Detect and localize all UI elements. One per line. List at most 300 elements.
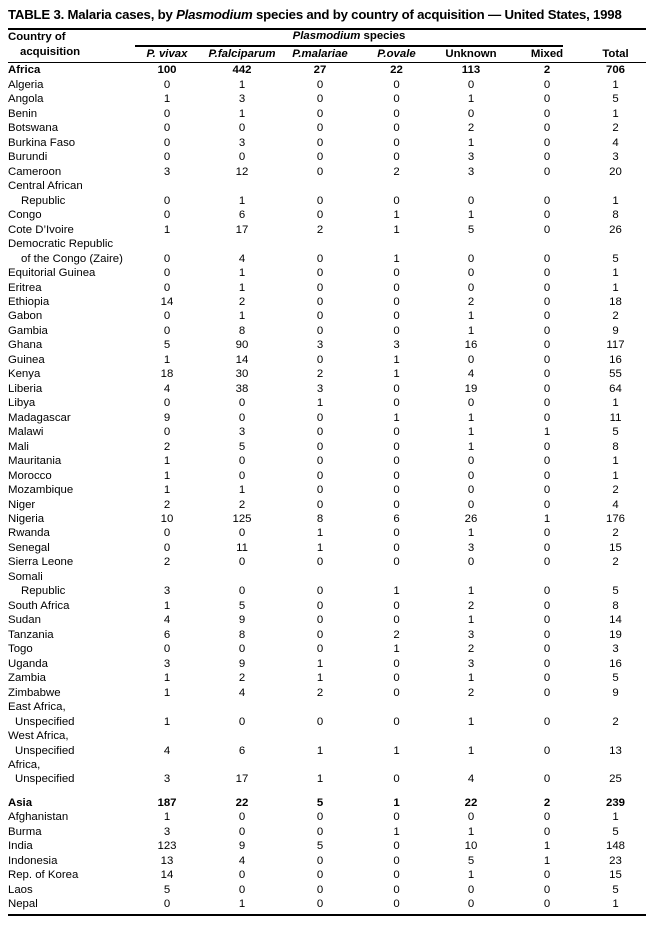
row-value-cell: 0 [316,825,324,838]
row-value-cell: 1 [612,267,619,280]
row-country-label: Central African [8,180,83,193]
row-value-cell: 13 [609,744,622,757]
row-value-cell: 0 [163,310,171,323]
row-value-cell: 9 [238,840,246,853]
row-value-cell: 14 [609,614,622,627]
row-value-cell: 0 [543,107,551,120]
row-value-cell: 0 [163,426,171,439]
row-value-cell: 1 [543,426,551,439]
table-row [8,883,646,897]
row-value-cell: 0 [543,455,551,468]
row-value-cell: 9 [238,614,246,627]
row-value-cell: 1 [393,411,400,424]
table-row [8,599,646,613]
row-value-cell: 0 [393,455,400,468]
table-row [8,498,646,512]
row-value-cell: 0 [393,194,400,207]
row-value-cell: 18 [609,295,622,308]
stub-header-line1: Country of [8,31,66,44]
row-value-cell: 1 [467,324,475,337]
row-value-cell: 5 [612,93,619,106]
row-value-cell: 5 [612,585,619,598]
row-value-cell [360,237,433,251]
row-value-cell: 4 [467,368,475,381]
row-country-label: Nepal [8,898,38,911]
row-country-label: Togo [8,643,33,656]
row-value-cell: 2 [316,223,324,236]
row-value-cell: 0 [393,107,400,120]
row-value-cell: 1 [467,585,475,598]
row-country-label: Uganda [8,657,48,670]
row-value-cell: 0 [543,295,551,308]
row-country-label: Rep. of Korea [8,869,79,882]
bottom-rule [8,914,646,917]
row-value-cell: 1 [163,455,171,468]
row-value-cell [130,570,204,584]
row-country-label: Tanzania [8,628,54,641]
row-value-cell: 2 [316,368,324,381]
row-value-cell: 0 [393,541,400,554]
row-country-label: Rwanda [8,527,50,540]
row-value-cell: 0 [316,194,324,207]
row-value-cell: 16 [609,353,622,366]
row-value-cell: 55 [609,368,622,381]
row-value-cell: 0 [393,811,400,824]
row-value-cell: 4 [612,136,619,149]
row-value-cell [280,237,360,251]
table-row [8,744,646,758]
row-value-cell: 1 [393,223,400,236]
row-value-cell: 1 [238,898,246,911]
row-value-cell: 0 [163,252,171,265]
row-value-cell: 0 [316,854,324,867]
row-country-label: Congo [8,209,42,222]
row-value-cell: 0 [316,267,324,280]
species-span-header [135,30,563,42]
row-value-cell: 0 [393,122,400,135]
row-value-cell: 1 [467,672,475,685]
row-country-label: Africa [8,64,41,77]
row-value-cell [585,758,646,772]
row-value-cell: 0 [163,324,171,337]
row-value-cell [433,570,509,584]
row-country-label: Unspecified [15,715,75,728]
row-value-cell: 3 [163,773,171,786]
table-title-block [0,0,654,24]
row-value-cell [433,758,509,772]
row-value-cell: 3 [467,541,475,554]
row-value-cell: 0 [543,252,551,265]
row-value-cell: 0 [543,267,551,280]
row-value-cell: 0 [238,811,246,824]
table-row [8,686,646,700]
row-value-cell: 442 [232,64,252,77]
malaria-cases-table [8,63,646,911]
row-value-cell: 30 [235,368,249,381]
table-row [8,868,646,882]
row-value-cell: 6 [238,209,246,222]
row-value-cell: 0 [393,883,400,896]
row-value-cell [204,787,280,796]
table-row [8,839,646,853]
row-value-cell: 0 [543,744,551,757]
row-value-cell [433,729,509,743]
table-row [8,252,646,266]
row-value-cell: 5 [612,825,619,838]
row-value-cell: 0 [543,556,551,569]
row-value-cell: 0 [543,599,551,612]
row-value-cell: 0 [316,469,324,482]
row-value-cell: 0 [163,541,171,554]
row-value-cell [280,787,360,796]
row-value-cell: 1 [238,78,246,91]
row-value-cell [360,729,433,743]
row-value-cell: 1 [316,541,324,554]
row-value-cell: 0 [543,643,551,656]
table-row [8,78,646,92]
row-value-cell: 2 [612,122,619,135]
row-value-cell: 2 [612,556,619,569]
row-country-label: Cameroon [8,165,62,178]
row-value-cell: 0 [393,854,400,867]
row-country-label: Senegal [8,541,50,554]
table-row [8,179,646,193]
row-value-cell [585,700,646,714]
row-value-cell: 0 [316,614,324,627]
row-value-cell: 0 [316,281,324,294]
title-text-2: species and by country of acquisition — United States, 1998 [252,7,622,22]
row-value-cell: 1 [163,672,171,685]
table-row [8,107,646,121]
row-value-cell: 11 [236,541,248,554]
row-value-cell: 1 [612,194,619,207]
row-value-cell: 1 [467,869,475,882]
row-country-label: Burundi [8,151,48,164]
row-value-cell: 123 [157,840,177,853]
row-value-cell [509,700,585,714]
row-value-cell [204,570,280,584]
row-value-cell: 0 [238,455,246,468]
row-value-cell: 2 [612,310,619,323]
row-value-cell: 64 [609,382,622,395]
row-value-cell: 0 [163,209,171,222]
table-row [8,469,646,483]
table-row [8,136,646,150]
row-value-cell: 22 [464,796,478,809]
row-value-cell: 0 [238,397,246,410]
row-value-cell: 0 [163,527,171,540]
row-value-cell: 176 [605,513,625,526]
title-genus-italic: Plasmodium [176,7,253,22]
row-value-cell: 0 [316,498,324,511]
row-country-label: Somali [8,570,43,583]
row-value-cell: 0 [543,78,551,91]
row-value-cell: 0 [543,825,551,838]
table-row [8,367,646,381]
row-value-cell: 1 [393,825,400,838]
column-header-mixed: Mixed [530,48,564,61]
row-value-cell: 0 [543,469,551,482]
row-value-cell: 0 [393,527,400,540]
row-value-cell: 2 [238,295,246,308]
row-value-cell: 90 [235,339,249,352]
row-value-cell: 0 [163,194,171,207]
row-country-label: Afghanistan [8,811,69,824]
row-value-cell [280,700,360,714]
row-value-cell: 6 [163,628,171,641]
row-value-cell: 100 [157,64,177,77]
row-value-cell: 0 [393,281,400,294]
table-row [8,223,646,237]
row-value-cell: 8 [612,440,619,453]
row-value-cell: 0 [163,643,171,656]
row-value-cell: 0 [163,151,171,164]
row-value-cell: 0 [543,165,551,178]
row-value-cell: 0 [316,252,324,265]
row-value-cell [280,758,360,772]
row-value-cell: 4 [163,382,171,395]
row-value-cell: 1 [467,527,475,540]
row-value-cell: 23 [609,854,622,867]
row-value-cell: 0 [163,136,171,149]
row-value-cell: 8 [612,599,619,612]
row-value-cell: 3 [393,339,400,352]
row-country-label: Zimbabwe [8,686,61,699]
row-value-cell: 0 [543,310,551,323]
row-country-label: Benin [8,107,38,120]
page-title [8,7,646,24]
row-country-label: Ethiopia [8,295,50,308]
row-value-cell: 18 [160,368,174,381]
row-value-cell: 0 [316,556,324,569]
column-header-p-malariae: P.malariae [292,48,348,61]
column-header-stub-spacer [8,47,130,62]
row-value-cell [280,729,360,743]
row-value-cell: 1 [316,672,324,685]
table-row [8,382,646,396]
row-country-label: Cote D’Ivoire [8,223,74,236]
row-country-label: of the Congo (Zaire) [21,252,123,265]
row-value-cell: 0 [316,811,324,824]
row-value-cell: 0 [316,411,324,424]
row-value-cell: 0 [393,840,400,853]
row-value-cell: 1 [238,107,246,120]
row-value-cell [360,787,433,796]
row-value-cell [130,729,204,743]
row-value-cell: 0 [543,411,551,424]
row-value-cell: 22 [235,796,249,809]
table-row [8,810,646,824]
row-value-cell: 0 [543,324,551,337]
row-country-label: Sierra Leone [8,556,74,569]
row-value-cell: 3 [238,426,246,439]
row-value-cell: 1 [238,194,246,207]
row-value-cell [130,179,204,193]
row-value-cell: 0 [238,869,246,882]
row-country-label: Zambia [8,672,46,685]
row-value-cell: 1 [163,484,171,497]
row-country-label: South Africa [8,599,70,612]
row-value-cell: 5 [612,426,619,439]
row-value-cell: 2 [467,686,475,699]
row-value-cell: 2 [467,122,475,135]
row-value-cell: 11 [609,411,622,424]
row-value-cell [585,237,646,251]
row-value-cell: 0 [543,353,551,366]
stub-header-line2: acquisition [20,45,81,58]
row-value-cell [509,758,585,772]
row-value-cell: 2 [467,643,475,656]
row-value-cell: 0 [467,811,475,824]
row-value-cell: 5 [238,440,246,453]
row-value-cell: 5 [612,883,619,896]
table-row [8,309,646,323]
row-value-cell: 0 [467,556,475,569]
column-header-p-ovale: P.ovale [377,48,416,61]
column-header-unknown: Unknown [445,48,497,61]
row-country-label: Burma [8,825,42,838]
row-country-label: West Africa, [8,730,69,743]
row-value-cell: 0 [467,194,475,207]
table-row [8,121,646,135]
row-country-label: Nigeria [8,513,45,526]
row-value-cell: 1 [612,78,619,91]
table-row [8,454,646,468]
row-value-cell: 0 [543,484,551,497]
row-country-label: Unspecified [15,773,75,786]
row-value-cell: 148 [605,840,625,853]
row-value-cell [433,700,509,714]
row-value-cell: 1 [163,93,171,106]
row-country-label: Madagascar [8,411,71,424]
row-value-cell: 1 [393,368,400,381]
row-value-cell: 0 [467,455,475,468]
row-value-cell: 0 [393,715,400,728]
row-value-cell: 0 [163,122,171,135]
table-row [8,772,646,786]
row-value-cell: 1 [543,840,551,853]
row-country-label [8,787,130,796]
row-value-cell: 1 [393,252,400,265]
row-value-cell: 1 [612,469,619,482]
row-value-cell: 8 [612,209,619,222]
row-value-cell: 14 [160,869,174,882]
row-value-cell: 3 [316,339,324,352]
row-value-cell: 22 [390,64,403,77]
row-value-cell: 27 [313,64,327,77]
row-value-cell [509,729,585,743]
row-value-cell: 0 [543,672,551,685]
row-value-cell [204,729,280,743]
row-value-cell: 26 [464,513,478,526]
row-value-cell: 1 [612,397,619,410]
row-value-cell: 0 [316,484,324,497]
row-value-cell: 2 [612,527,619,540]
table-row [8,440,646,454]
row-value-cell: 1 [393,209,400,222]
row-country-label: Gabon [8,310,43,323]
row-value-cell: 1 [163,223,171,236]
row-value-cell [360,570,433,584]
row-value-cell: 0 [316,883,324,896]
row-value-cell: 1 [163,353,171,366]
row-value-cell: 0 [543,397,551,410]
row-value-cell: 9 [238,657,246,670]
table-row [8,266,646,280]
row-value-cell: 239 [605,796,625,809]
row-value-cell: 0 [316,151,324,164]
row-country-label: Angola [8,93,44,106]
row-value-cell: 0 [316,324,324,337]
row-country-label: Guinea [8,353,45,366]
row-value-cell: 1 [467,614,475,627]
row-value-cell: 0 [467,498,475,511]
table-row-spacer [8,787,646,796]
row-value-cell: 1 [543,513,551,526]
table-row [8,671,646,685]
row-value-cell: 13 [160,854,174,867]
row-value-cell: 0 [316,643,324,656]
row-country-label: Kenya [8,368,41,381]
row-value-cell: 0 [543,339,551,352]
row-value-cell: 0 [393,469,400,482]
row-value-cell: 0 [543,811,551,824]
table-row [8,715,646,729]
row-value-cell: 1 [238,281,246,294]
row-value-cell [130,758,204,772]
table-row [8,338,646,352]
row-value-cell: 4 [238,252,246,265]
row-value-cell: 2 [612,484,619,497]
row-value-cell: 0 [467,107,475,120]
row-value-cell: 0 [393,267,400,280]
row-country-label: Republic [21,585,66,598]
row-value-cell: 0 [393,93,400,106]
row-value-cell: 0 [316,107,324,120]
row-value-cell: 9 [612,324,619,337]
table-row [8,425,646,439]
row-value-cell: 2 [543,64,551,77]
row-value-cell: 0 [316,122,324,135]
row-value-cell: 0 [163,281,171,294]
row-value-cell: 9 [612,686,619,699]
row-value-cell [509,237,585,251]
row-value-cell: 0 [543,585,551,598]
row-value-cell [130,787,204,796]
row-value-cell: 0 [163,267,171,280]
row-value-cell: 1 [393,643,400,656]
row-value-cell: 0 [316,426,324,439]
row-value-cell: 1 [316,527,324,540]
row-value-cell: 0 [543,614,551,627]
row-value-cell: 0 [238,585,246,598]
row-value-cell [509,787,585,796]
row-value-cell: 1 [163,469,171,482]
row-value-cell: 0 [543,773,551,786]
row-value-cell: 2 [238,672,246,685]
row-value-cell [585,570,646,584]
row-value-cell: 2 [163,440,171,453]
row-value-cell: 0 [393,397,400,410]
row-value-cell: 0 [393,614,400,627]
row-value-cell: 0 [316,353,324,366]
row-value-cell: 706 [605,64,625,77]
row-value-cell: 17 [235,223,249,236]
row-value-cell: 2 [238,498,246,511]
row-value-cell [204,237,280,251]
row-value-cell: 20 [609,165,622,178]
row-value-cell: 0 [316,440,324,453]
